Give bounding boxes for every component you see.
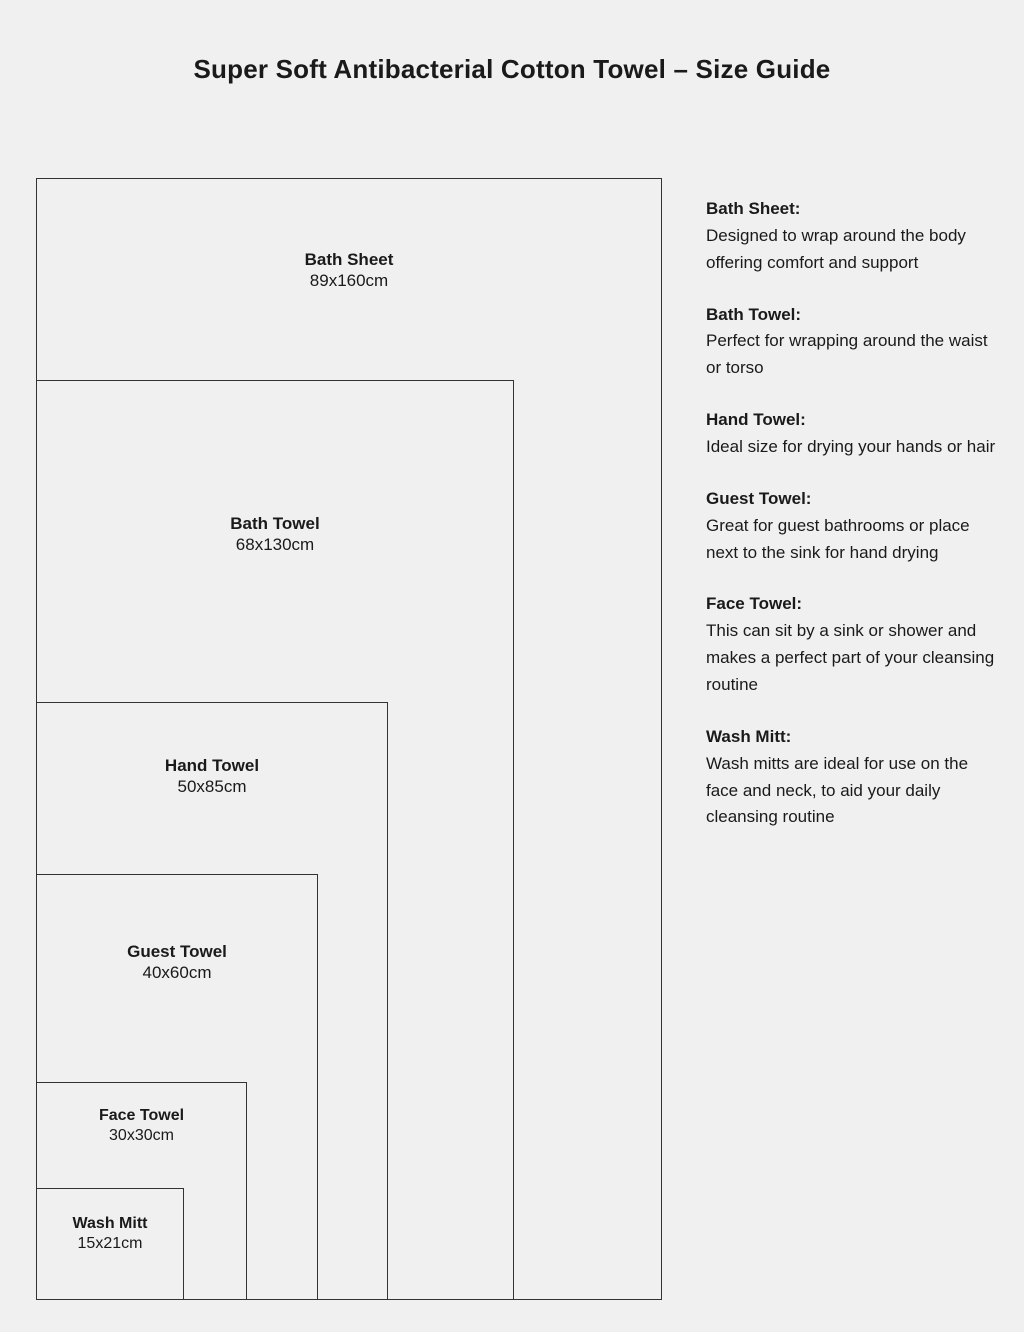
description-text: Wash mitts are ideal for use on the face and neck, to aid your daily cleansing routine [706, 753, 969, 827]
size-label-dimensions: 89x160cm [309, 270, 389, 290]
description-hand-towel [706, 407, 996, 461]
size-label-name: Wash Mitt [72, 1215, 148, 1232]
size-label-face-towel [36, 1106, 247, 1145]
description-term: Wash Mitt: [706, 726, 792, 746]
description-guest-towel [706, 486, 996, 567]
description-term: Guest Towel: [706, 488, 812, 508]
description-term: Bath Sheet: [706, 199, 801, 218]
size-label-hand-towel [36, 756, 388, 797]
description-text: This can sit by a sink or shower and makes a perfect part of your cleansing routine [706, 621, 995, 695]
descriptions-list [706, 196, 996, 856]
size-label-wash-mitt [36, 1214, 184, 1253]
size-label-name: Guest Towel [127, 942, 227, 961]
description-text: Great for guest bathrooms or place next to the sink for hand drying [706, 515, 970, 562]
size-label-dimensions: 50x85cm [177, 776, 247, 796]
description-term: Bath Towel: [706, 304, 802, 324]
description-bath-sheet [706, 196, 996, 277]
description-bath-towel [706, 302, 996, 383]
description-wash-mitt [706, 724, 996, 831]
size-label-dimensions: 68x130cm [235, 534, 315, 554]
description-term: Face Towel: [706, 594, 803, 614]
size-label-dimensions: 40x60cm [142, 962, 212, 982]
size-label-dimensions: 30x30cm [109, 1126, 174, 1144]
description-text: Perfect for wrapping around the waist or torso [706, 331, 988, 378]
size-label-guest-towel [36, 942, 318, 983]
size-comparison-diagram [36, 178, 662, 1300]
size-label-name: Face Towel [98, 1107, 185, 1124]
size-label-name: Hand Towel [164, 756, 260, 775]
description-text: Ideal size for drying your hands or hair [706, 437, 996, 457]
description-text: Designed to wrap around the body offering comfort and support [706, 225, 966, 272]
size-label-bath-sheet [36, 250, 662, 291]
page-title: Super Soft Antibacterial Cotton Towel – Size Guide [193, 54, 831, 84]
description-term: Hand Towel: [706, 410, 806, 430]
size-label-bath-towel [36, 514, 514, 555]
description-face-towel [706, 591, 996, 698]
size-label-name: Bath Sheet [304, 250, 394, 269]
size-label-dimensions: 15x21cm [77, 1234, 143, 1252]
size-label-name: Bath Towel [230, 514, 320, 533]
